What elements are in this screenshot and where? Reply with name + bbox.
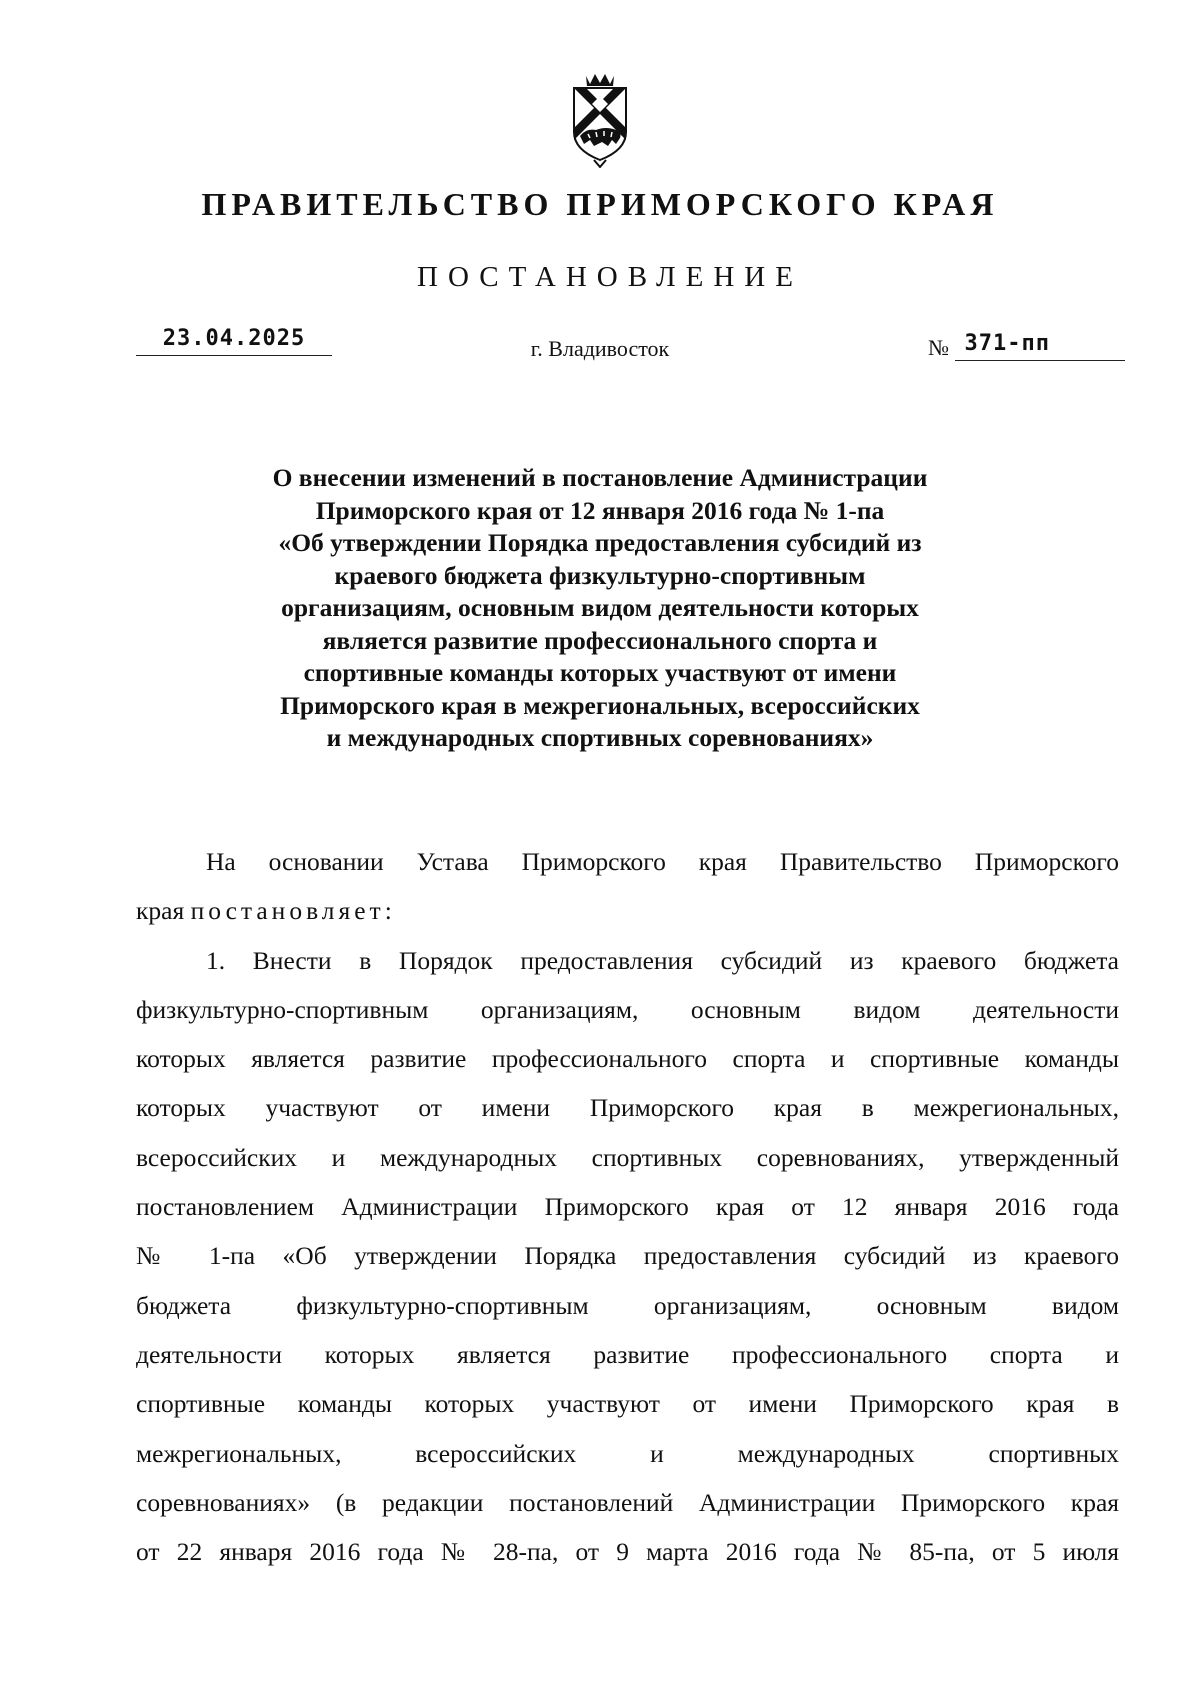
- document-number-block: [928, 331, 1125, 361]
- coat-of-arms-emblem: [566, 70, 634, 168]
- subject-line: спортивные команды которых участвуют от имени: [303, 658, 897, 687]
- resolves-word: постановляет:: [190, 896, 396, 926]
- clause-line: 1. Внести в Порядок предоставления субсидий из краевого бюджета: [206, 945, 1119, 975]
- document-subject: [200, 462, 1000, 755]
- subject-line: является развитие профессионального спорта и: [322, 625, 878, 655]
- clause-line: которых участвуют от имени Приморского края в межрегиональных,: [136, 1093, 1119, 1123]
- document-type: ПОСТАНОВЛЕНИЕ: [417, 261, 803, 293]
- document-number: 371-пп: [955, 331, 1125, 361]
- clause-line: от 22 января 2016 года № 28-па, от 9 марта 2016 года № 85-па, от 5 июля: [136, 1537, 1119, 1567]
- document-city: г. Владивосток: [530, 336, 670, 361]
- subject-line: О внесении изменений в постановление Администрации: [272, 463, 928, 492]
- preamble-word: края: [136, 896, 185, 926]
- subject-line: и международных спортивных соревнованиях»: [326, 723, 874, 752]
- clause-line: которых является развитие профессионального спорта и спортивные команды: [136, 1044, 1119, 1074]
- subject-line: организациям, основным видом деятельности которых: [281, 593, 919, 622]
- document-body: [136, 837, 1119, 1576]
- clause-line: межрегиональных, всероссийских и международных спортивных: [136, 1438, 1119, 1468]
- clause-line: физкультурно-спортивным организациям, основным видом деятельности: [136, 994, 1119, 1024]
- clause-line: деятельности которых является развитие профессионального спорта и: [136, 1339, 1119, 1369]
- subject-line: Приморского края в межрегиональных, всероссийских: [280, 690, 920, 720]
- clause-line: спортивные команды которых участвуют от имени Приморского края в: [136, 1389, 1119, 1419]
- clause-line: постановлением Администрации Приморского края от 12 января 2016 года: [136, 1192, 1119, 1222]
- number-sign: №: [928, 335, 949, 360]
- preamble-line: На основании Устава Приморского края Правительство Приморского: [206, 847, 1119, 876]
- clause-line: № 1-па «Об утверждении Порядка предоставления субсидий из краевого: [136, 1241, 1119, 1271]
- clause-line: соревнованиях» (в редакции постановлений Администрации Приморского края: [136, 1487, 1119, 1517]
- document-date: 23.04.2025: [136, 326, 332, 356]
- subject-line: «Об утверждении Порядка предоставления субсидий из: [278, 528, 922, 557]
- subject-line: Приморского края от 12 января 2016 года № 1-па: [315, 495, 885, 525]
- subject-line: краевого бюджета физкультурно-спортивным: [334, 560, 866, 590]
- clause-line: всероссийских и международных спортивных соревнованиях, утвержденный: [136, 1142, 1119, 1172]
- organization-title: ПРАВИТЕЛЬСТВО ПРИМОРСКОГО КРАЯ: [201, 186, 999, 222]
- preamble-line-2: [136, 886, 1119, 935]
- clause-line: бюджета физкультурно-спортивным организациям, основным видом: [136, 1290, 1119, 1320]
